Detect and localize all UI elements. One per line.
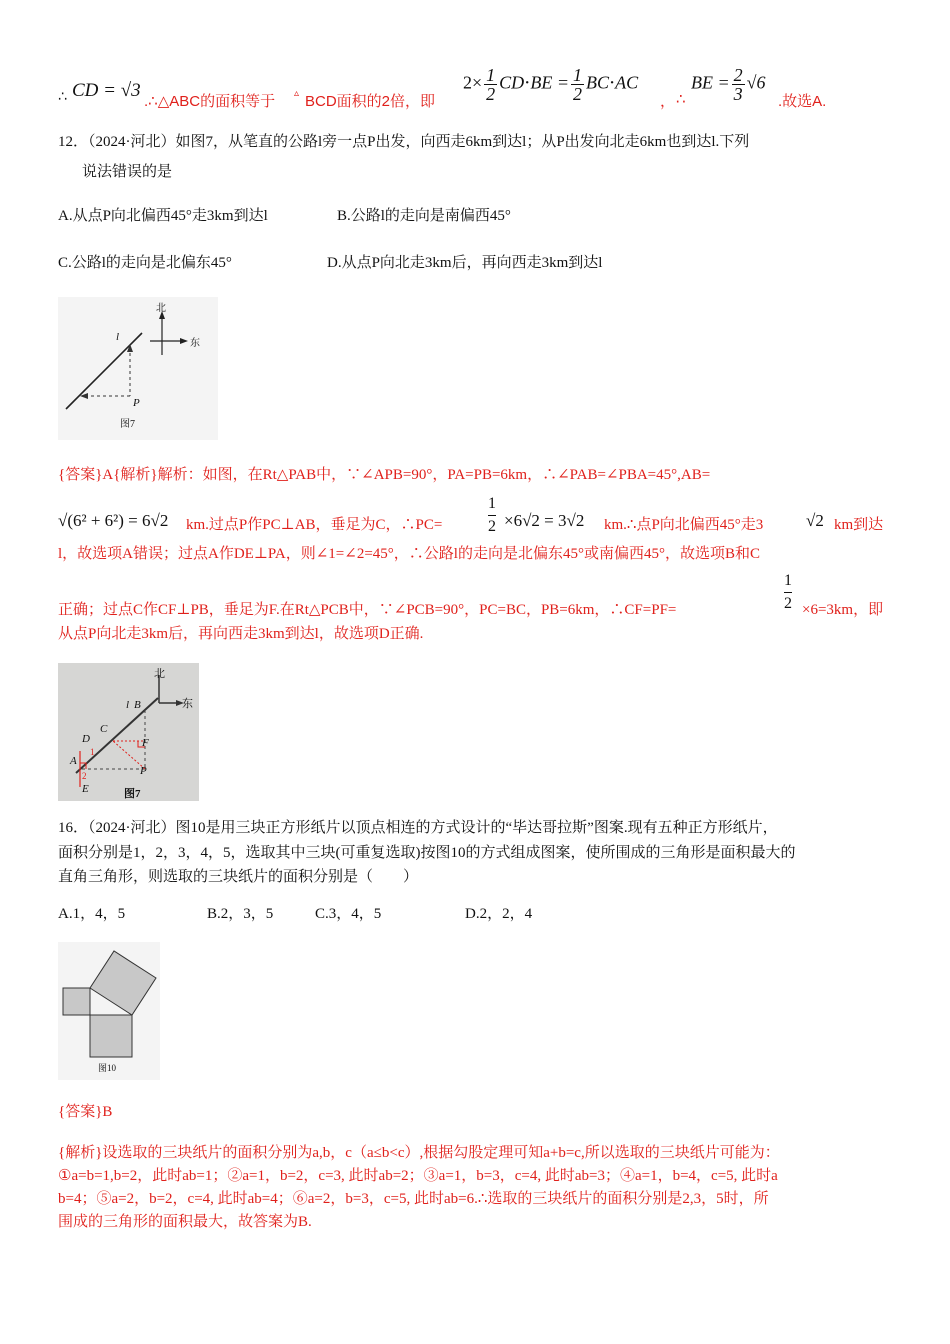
frac-num: 1 xyxy=(486,65,496,85)
prev-answer-line xyxy=(58,58,898,110)
frac-num: 2 xyxy=(733,65,743,85)
q16-option-a: A.1，4，5 xyxy=(58,906,126,922)
half-fraction xyxy=(484,66,497,103)
coef: 2× xyxy=(463,72,483,93)
q12-answer-line1: {答案}A{解析}解析：如图，在Rt△PAB中，∵∠APB=90°，PA=PB=6km，∴∠PAB=∠PBA=45°,AB= xyxy=(58,467,711,483)
frac-num: 1 xyxy=(488,493,496,516)
fig7b-caption: 图7 xyxy=(124,788,141,800)
large-square xyxy=(90,951,156,1015)
q16-analysis-line4: 围成的三角形的面积最大，故答案为B. xyxy=(58,1214,312,1230)
fig7-caption: 图7 xyxy=(120,419,135,430)
fig7-north-label: 北 xyxy=(156,303,166,314)
q12-stem-line2: 说法错误的是 xyxy=(82,164,173,180)
figure-7-annotated-diagram xyxy=(58,663,199,801)
prev-conclusion-text: BCD面积的2倍，即 xyxy=(305,93,436,110)
q16-stem-line3: 直角三角形，则选取的三块纸片的面积分别是（ ） xyxy=(58,869,419,885)
frac-num: 1 xyxy=(784,570,792,593)
half-fraction-2 xyxy=(571,66,584,103)
pc-value: ×6√2 = 3√2 xyxy=(504,511,585,530)
frac-den: 3 xyxy=(733,84,743,104)
q16-analysis-line1: {解析}设选取的三块纸片的面积分别为a,b，c（a≤b<c）,根据勾股定理可知a+b=c,所以选取的三块纸片可能为： xyxy=(58,1145,780,1161)
figure-7-annotated xyxy=(58,663,199,801)
fig7b-east-label: 东 xyxy=(182,698,193,710)
fig7b-p-label: P xyxy=(140,765,147,777)
q12-answer-line5: 从点P向北走3km后，再向西走3km到达l，故选项D正确. xyxy=(58,626,424,642)
q12-answer-line3: l，故选项A错误；过点A作DE⊥PA，则∠1=∠2=45°，∴公路l的走向是北偏东45°或南偏西45°，故选项B和C xyxy=(58,546,760,562)
frac-num: 1 xyxy=(572,65,582,85)
q16-option-b: B.2，3，5 xyxy=(207,906,274,922)
q16-stem-line1: 16．（2024·河北）图10是用三块正方形纸片以顶点相连的方式设计的“毕达哥拉斯”图案.现有五种正方形纸片， xyxy=(58,820,778,836)
frac-den: 2 xyxy=(784,595,792,612)
q12-answer-line4 xyxy=(58,568,898,618)
prev-conclusion-prefix: .∴△ABC的面积等于 xyxy=(144,93,276,110)
figure-7-diagram xyxy=(58,297,218,440)
fig7b-d-label: D xyxy=(82,733,90,745)
figure-10-diagram xyxy=(58,942,160,1080)
figure-7 xyxy=(58,297,218,440)
medium-square xyxy=(90,1015,132,1057)
q12-option-c: C.公路l的走向是北偏东45° xyxy=(58,255,232,271)
small-square xyxy=(63,988,90,1015)
q12-option-b: B.公路l的走向是南偏西45° xyxy=(337,208,511,224)
fig7b-c-label: C xyxy=(100,723,108,735)
prev-end: .故选A. xyxy=(778,93,827,110)
fig7-p-label: P xyxy=(133,397,140,409)
q12-answer-line2e: km到达 xyxy=(834,517,884,533)
fig7b-e-label: E xyxy=(82,783,89,795)
frac-den: 2 xyxy=(488,518,496,535)
q16-option-c: C.3，4，5 xyxy=(315,906,382,922)
fig7-l-label: l xyxy=(116,331,120,343)
fig7-east-label: 东 xyxy=(190,338,200,349)
sqrt2-value: √2 xyxy=(806,511,824,530)
fig7b-f-label: F xyxy=(142,737,149,749)
q12-answer-line2a: km.过点P作PC⊥AB，垂足为C，∴PC= xyxy=(186,517,443,533)
triangle-symbol: ▵ xyxy=(294,88,300,99)
q16-answer-label: {答案}B xyxy=(58,1104,113,1120)
sqrt6: √6 xyxy=(746,72,766,93)
frac-den: 2 xyxy=(572,84,582,104)
q16-option-d: D.2，2，4 xyxy=(465,906,533,922)
therefore-symbol-2: ∴ xyxy=(676,91,686,108)
cf-half-fraction xyxy=(784,570,792,615)
fig7b-a-label: A xyxy=(70,755,77,767)
compass-east-arrow xyxy=(180,338,188,344)
road-l-line xyxy=(66,333,142,409)
figure-10 xyxy=(58,942,160,1080)
q12-stem-line1: 12．（2024·河北）如图7，从笔直的公路l旁一点P出发，向西走6km到达l；从P出发向北走6km也到达l.下列 xyxy=(58,134,750,150)
fig7b-l-label: l xyxy=(126,699,130,711)
q12-answer-line4a: 正确；过点C作CF⊥PB，垂足为F.在Rt△PCB中，∵∠PCB=90°，PC=BC，PB=6km，∴CF=PF= xyxy=(58,602,677,618)
cd-equation: CD = √3 xyxy=(72,80,141,101)
be-equation xyxy=(691,66,766,103)
q12-answer-line2c: km.∴点P向北偏西45°走3 xyxy=(604,517,764,533)
q16-stem-line2: 面积分别是1，2，3，4，5，选取其中三块(可重复选取)按图10的方式组成图案，使所围成的三角形是面积最大的 xyxy=(58,845,796,861)
q12-answer-line4b: ×6=3km，即 xyxy=(802,602,884,618)
expr-left: CD⋅BE = xyxy=(499,72,569,93)
fig10-caption: 图10 xyxy=(98,1063,117,1073)
ab-sqrt-expression: √(6² + 6²) = 6√2 xyxy=(58,511,169,530)
fig7b-b-label: B xyxy=(134,699,141,711)
therefore-symbol: ∴ xyxy=(58,88,67,104)
fig7b-north-label: 北 xyxy=(154,668,165,680)
comma: ， xyxy=(660,93,676,110)
be-label: BE = xyxy=(691,72,730,93)
q16-analysis-line3: b=4；⑤a=2，b=2，c=4, 此时ab=4；⑥a=2，b=3，c=5, 此时ab=6.∴选取的三块纸片的面积分别是2,3，5时，所 xyxy=(58,1191,769,1207)
q12-option-a: A.从点P向北偏西45°走3km到达l xyxy=(58,208,268,224)
fig7b-angle2-label: 2 xyxy=(82,771,87,781)
pc-half-fraction xyxy=(488,493,496,538)
two-thirds-fraction xyxy=(732,66,745,103)
frac-den: 2 xyxy=(486,84,496,104)
area-equation xyxy=(463,66,638,103)
q16-analysis-line2: ①a=b=1,b=2，此时ab=1；②a=1，b=2，c=3, 此时ab=2；③a=1，b=3，c=4, 此时ab=3；④a=1，b=4，c=5, 此时a xyxy=(58,1168,778,1184)
expr-right: BC⋅AC xyxy=(585,72,639,93)
fig7b-angle1-label: 1 xyxy=(90,747,95,757)
q12-option-d: D.从点P向北走3km后，再向西走3km到达l xyxy=(327,255,603,271)
